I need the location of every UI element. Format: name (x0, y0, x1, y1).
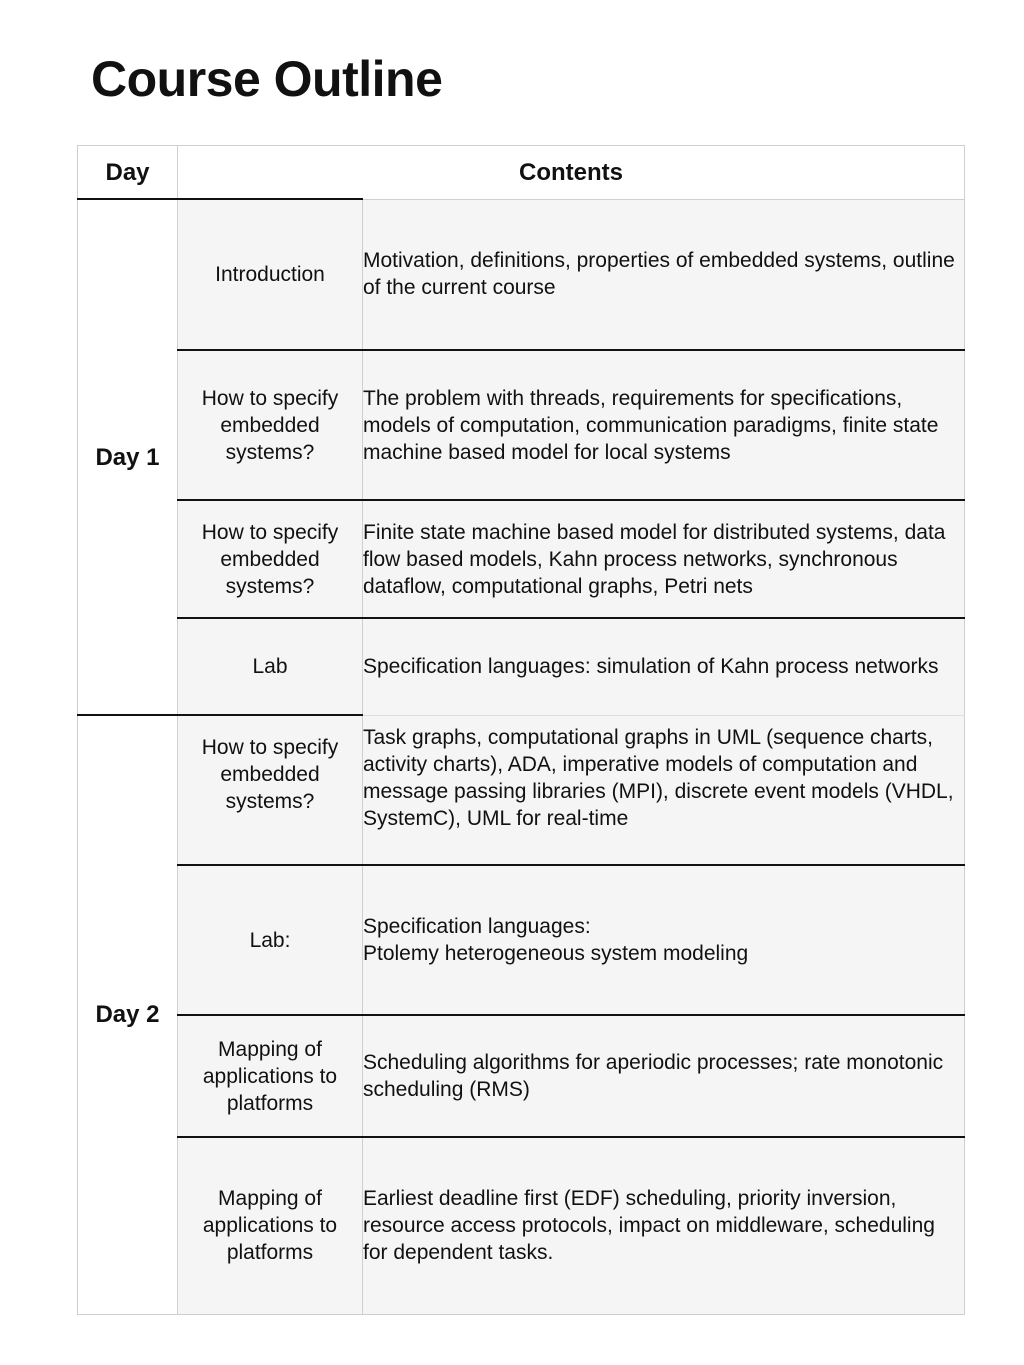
topic-cell: Mapping of applications to platforms (178, 1015, 363, 1137)
table-row (78, 199, 965, 350)
header-day: Day (78, 146, 178, 200)
day-label-day-2: Day 2 (78, 715, 178, 1314)
table-header-row (78, 146, 965, 200)
topic-cell: How to specify embedded systems? (178, 350, 363, 500)
topic-cell: Mapping of applications to platforms (178, 1137, 363, 1314)
table-row (78, 1015, 965, 1137)
topic-cell: Lab: (178, 865, 363, 1015)
table-row (78, 500, 965, 618)
description-cell: Scheduling algorithms for aperiodic processes; rate monotonic scheduling (RMS) (363, 1015, 965, 1137)
topic-cell: Lab (178, 618, 363, 715)
header-contents: Contents (178, 146, 965, 200)
description-cell: The problem with threads, requirements for specifications, models of computation, communication paradigms, finite state machine based model for local systems (363, 350, 965, 500)
table-row (78, 865, 965, 1015)
description-cell: Motivation, definitions, properties of embedded systems, outline of the current course (363, 199, 965, 350)
description-cell: Finite state machine based model for distributed systems, data flow based models, Kahn process networks, synchronous dataflow, computational graphs, Petri nets (363, 500, 965, 618)
description-cell: Earliest deadline first (EDF) scheduling, priority inversion, resource access protocols, impact on middleware, scheduling for dependent tasks. (363, 1137, 965, 1314)
table-row (78, 350, 965, 500)
table-row (78, 1137, 965, 1314)
topic-cell: How to specify embedded systems? (178, 715, 363, 865)
table-row (78, 618, 965, 715)
page-title: Course Outline (91, 51, 443, 107)
table-row (78, 715, 965, 865)
description-line: Ptolemy heterogeneous system modeling (363, 942, 749, 965)
course-outline-table (77, 145, 965, 1315)
description-cell (363, 865, 965, 1015)
day-label-day-1: Day 1 (78, 199, 178, 715)
topic-cell: Introduction (178, 199, 363, 350)
topic-cell: How to specify embedded systems? (178, 500, 363, 618)
description-cell: Task graphs, computational graphs in UML (sequence charts, activity charts), ADA, imperative models of computation and message passing libraries (MPI), discrete event models (VHDL, SystemC), UML for real-time (363, 715, 965, 865)
description-cell: Specification languages: simulation of Kahn process networks (363, 618, 965, 715)
description-line: Specification languages: (363, 915, 591, 938)
